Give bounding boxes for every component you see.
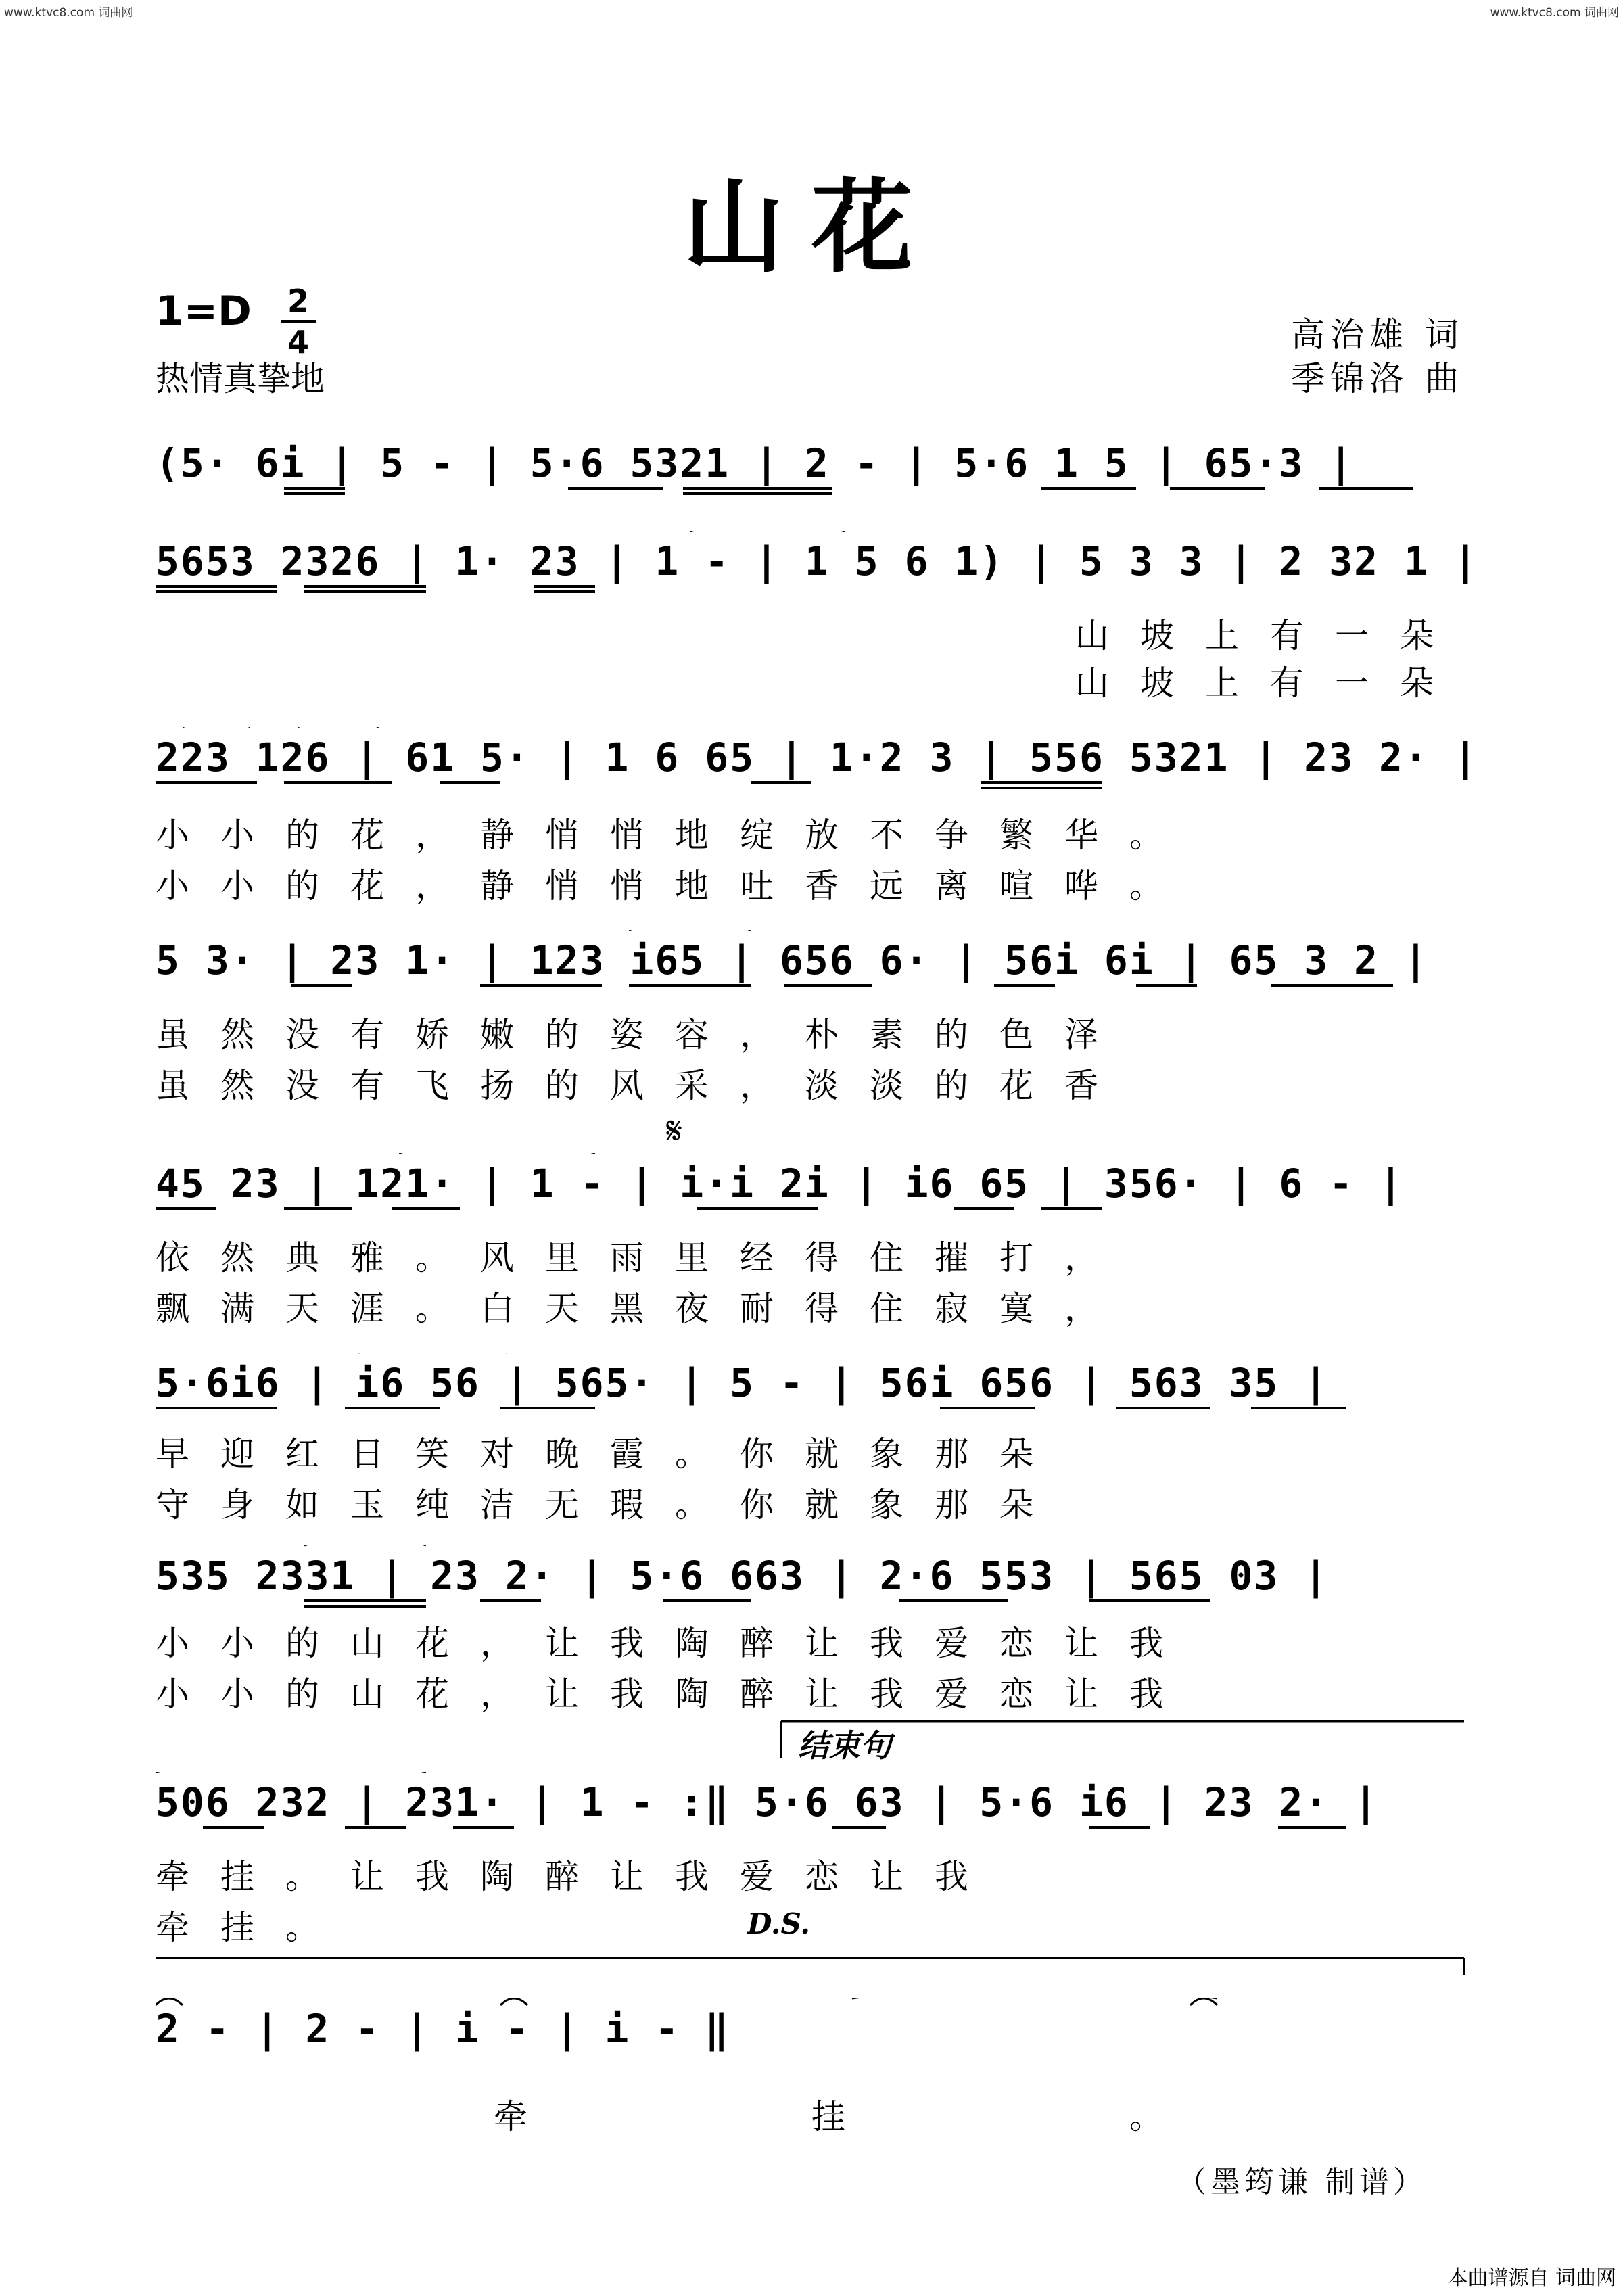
score-row-1 xyxy=(156,433,1467,500)
note-underlines xyxy=(156,930,1467,998)
melody-line: 45 23 | 121· | 1 - | i·i 2i | i6 65 | 356· | 6 - | xyxy=(156,1161,1404,1206)
score-row-9 xyxy=(156,1998,1467,2066)
site-header-left[interactable]: www.ktvc8.com 词曲网 xyxy=(4,6,133,20)
lyric-row5-v2: 飘满天涯。白天黑夜耐得住寂寞， xyxy=(156,1289,1129,1328)
score-row-8 xyxy=(156,1772,1467,1840)
lyric-row5-v1: 依然典雅。风里雨里经得住摧打， xyxy=(156,1238,1129,1278)
lyric-row6-v1: 早迎红日笑对晚霞。你就象那朵 xyxy=(156,1434,1064,1474)
lyricist-credit: 高治雄 词 xyxy=(1291,315,1464,354)
source-footer[interactable]: 本曲谱源自 词曲网 xyxy=(1447,2266,1616,2290)
melody-line: 223 126 | 61 5· | 1 6 65 | 1·2 3 | 556 5321 | 23 2· | xyxy=(156,734,1479,780)
lyric-row4-v1: 虽然没有娇嫩的姿容，朴素的色泽 xyxy=(156,1015,1129,1054)
lyric-row3-v2: 小小的花，静悄悄地吐香远离喧哗。 xyxy=(156,866,1194,906)
note-underlines xyxy=(156,433,1467,500)
lyric-intro-v1: 山坡上有一朵 xyxy=(1075,616,1465,655)
note-underlines xyxy=(156,727,1479,795)
time-signature xyxy=(281,284,316,359)
lyric-intro-v2: 山坡上有一朵 xyxy=(1075,663,1465,703)
melody-line: 535 2331 | 23 2· | 5·6 663 | 2·6 553 | 565 03 | xyxy=(156,1553,1330,1599)
note-fermatas xyxy=(156,1998,1467,2066)
melody-line: (5· 6i | 5 - | 5·6 5321 | 2 - | 5·6 1 5 | 65·3 | xyxy=(156,440,1355,486)
key-signature: 1=D xyxy=(156,287,252,335)
score-row-2 xyxy=(156,531,1479,599)
score-row-3 xyxy=(156,727,1479,795)
melody-line: 5·6i6 | i6 56 | 565· | 5 - | 56i 656 | 563 35 | xyxy=(156,1360,1330,1406)
note-underlines xyxy=(156,1353,1467,1420)
melody-line: 506 232 | 231· | 1 - :‖ 5·6 63 | 5·6 i6 | 23 2· | xyxy=(156,1779,1380,1825)
note-underlines xyxy=(156,1545,1467,1613)
coda-bracket xyxy=(156,1954,1467,1975)
lyric-row4-v2: 虽然没有飞扬的风采，淡淡的花香 xyxy=(156,1066,1129,1105)
meter-bottom: 4 xyxy=(287,324,309,360)
melody-line: 5653 2326 | 1· 23 | 1 - | 1 5 6 1) | 5 3 3 | 2 32 1 | xyxy=(156,538,1479,584)
score-row-4 xyxy=(156,930,1467,998)
score-row-6 xyxy=(156,1353,1467,1420)
score-row-5 xyxy=(156,1153,1467,1221)
meter-top: 2 xyxy=(287,283,309,319)
melody-line: 5 3· | 23 1· | 123 i65 | 656 6· | 56i 6i | 65 3 2 | xyxy=(156,937,1429,983)
lyric-row6-v2: 守身如玉纯洁无瑕。你就象那朵 xyxy=(156,1485,1064,1524)
note-underlines xyxy=(156,1153,1467,1221)
melody-line: 2 - | 2 - | i - | i - ‖ xyxy=(156,2006,730,2052)
dal-segno-mark: D.S. xyxy=(747,1907,811,1940)
lyric-row7-v1: 小小的山花，让我陶醉让我爱恋让我 xyxy=(156,1624,1194,1663)
score-row-7 xyxy=(156,1545,1467,1613)
lyric-row9: 牵挂。 xyxy=(494,2097,1447,2136)
lyric-row7-v2: 小小的山花，让我陶醉让我爱恋让我 xyxy=(156,1674,1194,1714)
note-underlines xyxy=(156,1772,1467,1840)
lyric-row3-v1: 小小的花，静悄悄地绽放不争繁华。 xyxy=(156,816,1194,855)
lyric-row8-v2: 牵挂。 xyxy=(156,1908,350,1947)
meter-divider xyxy=(281,320,316,323)
song-title: 山花 xyxy=(682,168,940,287)
note-underlines xyxy=(156,531,1479,599)
segno-mark: 𝄋 xyxy=(666,1109,683,1153)
transcriber-credit: （墨筠谦 制谱） xyxy=(1177,2165,1427,2199)
ending-label: 结束句 xyxy=(798,1727,891,1764)
composer-credit: 季锦洛 曲 xyxy=(1291,359,1464,398)
tempo-marking: 热情真挚地 xyxy=(156,359,325,398)
site-header-right[interactable]: www.ktvc8.com 词曲网 xyxy=(1490,6,1619,20)
lyric-row8-v1: 牵挂。让我陶醉让我爱恋让我 xyxy=(156,1857,999,1896)
